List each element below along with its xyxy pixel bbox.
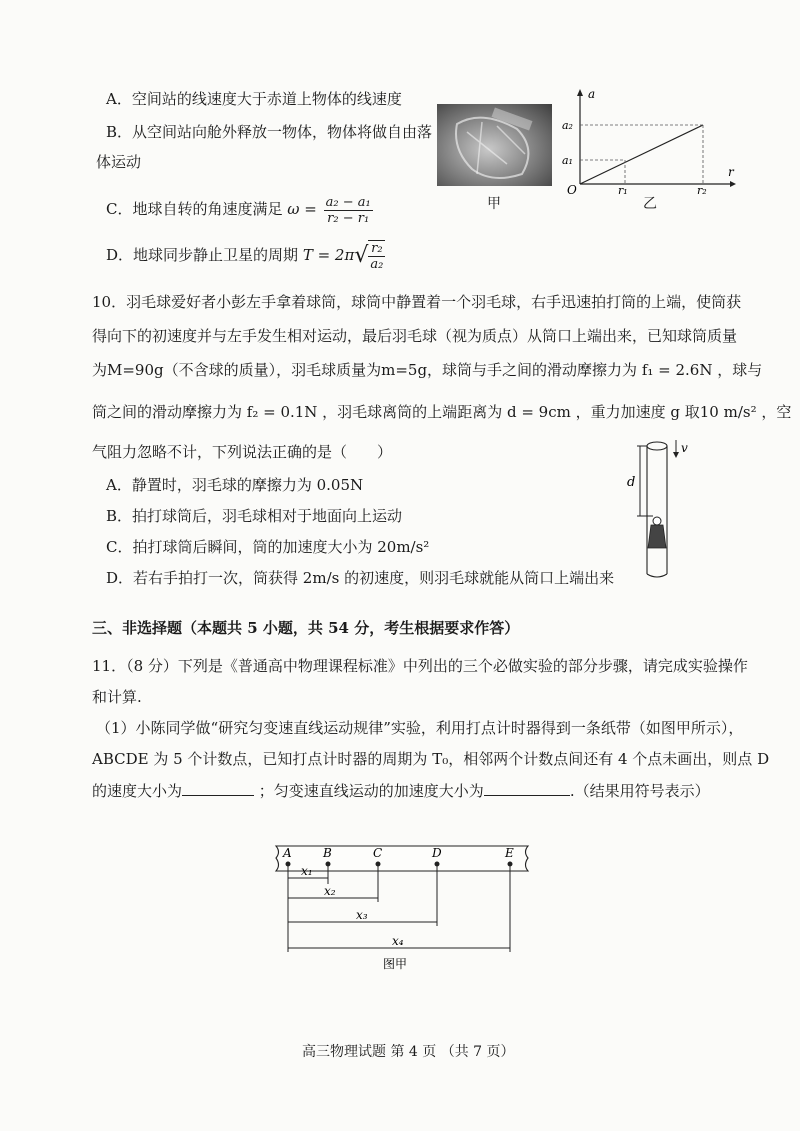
a-r-graph [560,84,740,194]
shuttlecock-feathers-icon [648,525,666,548]
q9-period-label: T = 2π [302,246,355,264]
q9-period-fraction [368,240,385,272]
point-d [435,862,440,867]
section3-title: 三、非选择题（本题共 5 小题，共 54 分，考生根据要求作答） [92,619,520,637]
label-x1: x₁ [301,864,313,878]
page-footer: 高三物理试题 第 4 页 （共 7 页） [302,1044,515,1060]
x-axis-label: r [728,165,734,179]
q10-line1: 10．羽毛球爱好者小彭左手拿着球筒，球筒中静置着一个羽毛球，右手迅速拍打筒的上端，使筒获 [92,293,742,311]
x-axis-arrow-icon [730,181,736,187]
space-station-photo [437,104,552,186]
q11-line2: 和计算. [92,688,142,706]
origin-label: O [567,183,577,194]
paper-tape-figure [270,840,535,975]
label-x3: x₃ [356,908,368,922]
q9-option-d-text: D．地球同步静止卫星的周期 [106,246,299,264]
label-x2: x₂ [324,884,336,898]
q11-result-note: .（结果用符号表示） [569,782,710,800]
label-d: d [627,475,636,490]
velocity-arrow-icon [673,452,679,458]
tick-a1: a₁ [562,154,573,167]
point-c [376,862,381,867]
acceleration-answer-blank[interactable] [484,781,570,796]
shuttlecock-head-icon [653,517,661,525]
tube-bottom [647,574,667,577]
tube-top-rim [647,442,667,450]
y-axis-label: a [588,87,596,101]
space-station-sketch [437,104,552,186]
q9-option-b-line2: 体运动 [96,153,142,171]
q10-option-b: B．拍打球筒后，羽毛球相对于地面向上运动 [106,507,403,525]
q10-option-c: C．拍打球筒后瞬间，筒的加速度大小为 20m/s² [106,538,430,556]
q10-line2: 得向下的初速度并与左手发生相对运动，最后羽毛球（视为质点）从筒口上端出来，已知球筒质量 [92,327,738,345]
point-b [326,862,331,867]
fig-yi-caption: 乙 [643,196,657,212]
label-e: E [505,846,514,860]
label-v: v [681,441,688,455]
label-b: B [323,846,332,860]
q11-part1-line1: （1）小陈同学做“研究匀变速直线运动规律”实验，利用打点计时器得到一条纸带（如图甲所示）， [96,719,744,737]
q9-option-b-line1: B．从空间站向舱外释放一物体，物体将做自由落 [106,123,433,141]
y-axis-arrow-icon [577,89,583,96]
label-d-point: D [432,846,442,860]
q9-option-c [106,192,375,226]
paper-tape [276,846,528,871]
d-velocity-answer-blank[interactable] [182,781,254,796]
label-a: A [283,846,292,860]
tick-a2: a₂ [562,119,573,132]
q10-line5: 气阻力忽略不计，下列说法正确的是（ ） [92,443,393,461]
graph-line [580,125,703,184]
fig-jia-caption: 甲 [487,196,501,212]
q9-option-a: A．空间站的线速度大于赤道上物体的线速度 [106,90,402,108]
q10-option-d: D．若右手拍打一次，筒获得 2m/s 的初速度，则羽毛球就能从筒口上端出来 [106,569,615,587]
q10-line3: 为M=90g（不含球的质量），羽毛球质量为m=5g，球筒与手之间的滑动摩擦力为 f₁ = 2.6N ，球与 [92,361,763,379]
q11-acceleration-prompt: ；匀变速直线运动的加速度大小为 [258,782,484,800]
label-x4: x₄ [392,934,404,948]
q11-part1-line3 [92,780,710,802]
q9-period-numerator: r₂ [368,241,385,257]
q9-period-denominator: a₂ [370,257,384,272]
tape-caption: 图甲 [383,957,408,971]
q9-omega-denominator: r₂ − r₁ [327,210,370,226]
q11-line1: 11．（8 分）下列是《普通高中物理课程标准》中列出的三个必做实验的部分步骤，请完成实验操作 [92,657,748,675]
q9-omega-label: ω = [287,200,317,218]
q11-part1-line2: ABCDE 为 5 个计数点，已知打点计时器的周期为 T₀，相邻两个计数点间还有 4 个点未画出，则点 D [92,750,770,768]
tube-figure [620,436,700,586]
point-e [508,862,513,867]
tick-r2: r₂ [697,184,707,194]
tick-r1: r₁ [618,184,628,194]
q9-option-c-text: C．地球自转的角速度满足 [106,200,283,218]
sqrt-icon: √ [354,243,369,268]
point-a [286,862,291,867]
label-c: C [373,846,383,860]
q9-omega-fraction [324,195,373,226]
q11-d-velocity-prompt: 的速度大小为 [92,782,183,800]
q10-option-a: A．静置时，羽毛球的摩擦力为 0.05N [106,476,364,494]
q10-line4: 筒之间的滑动摩擦力为 f₂ = 0.1N ，羽毛球离筒的上端距离为 d = 9cm ，重力加速度 g 取10 m/s² ，空 [92,403,792,421]
q9-option-d [106,238,387,273]
q9-omega-numerator: a₂ − a₁ [325,194,371,210]
